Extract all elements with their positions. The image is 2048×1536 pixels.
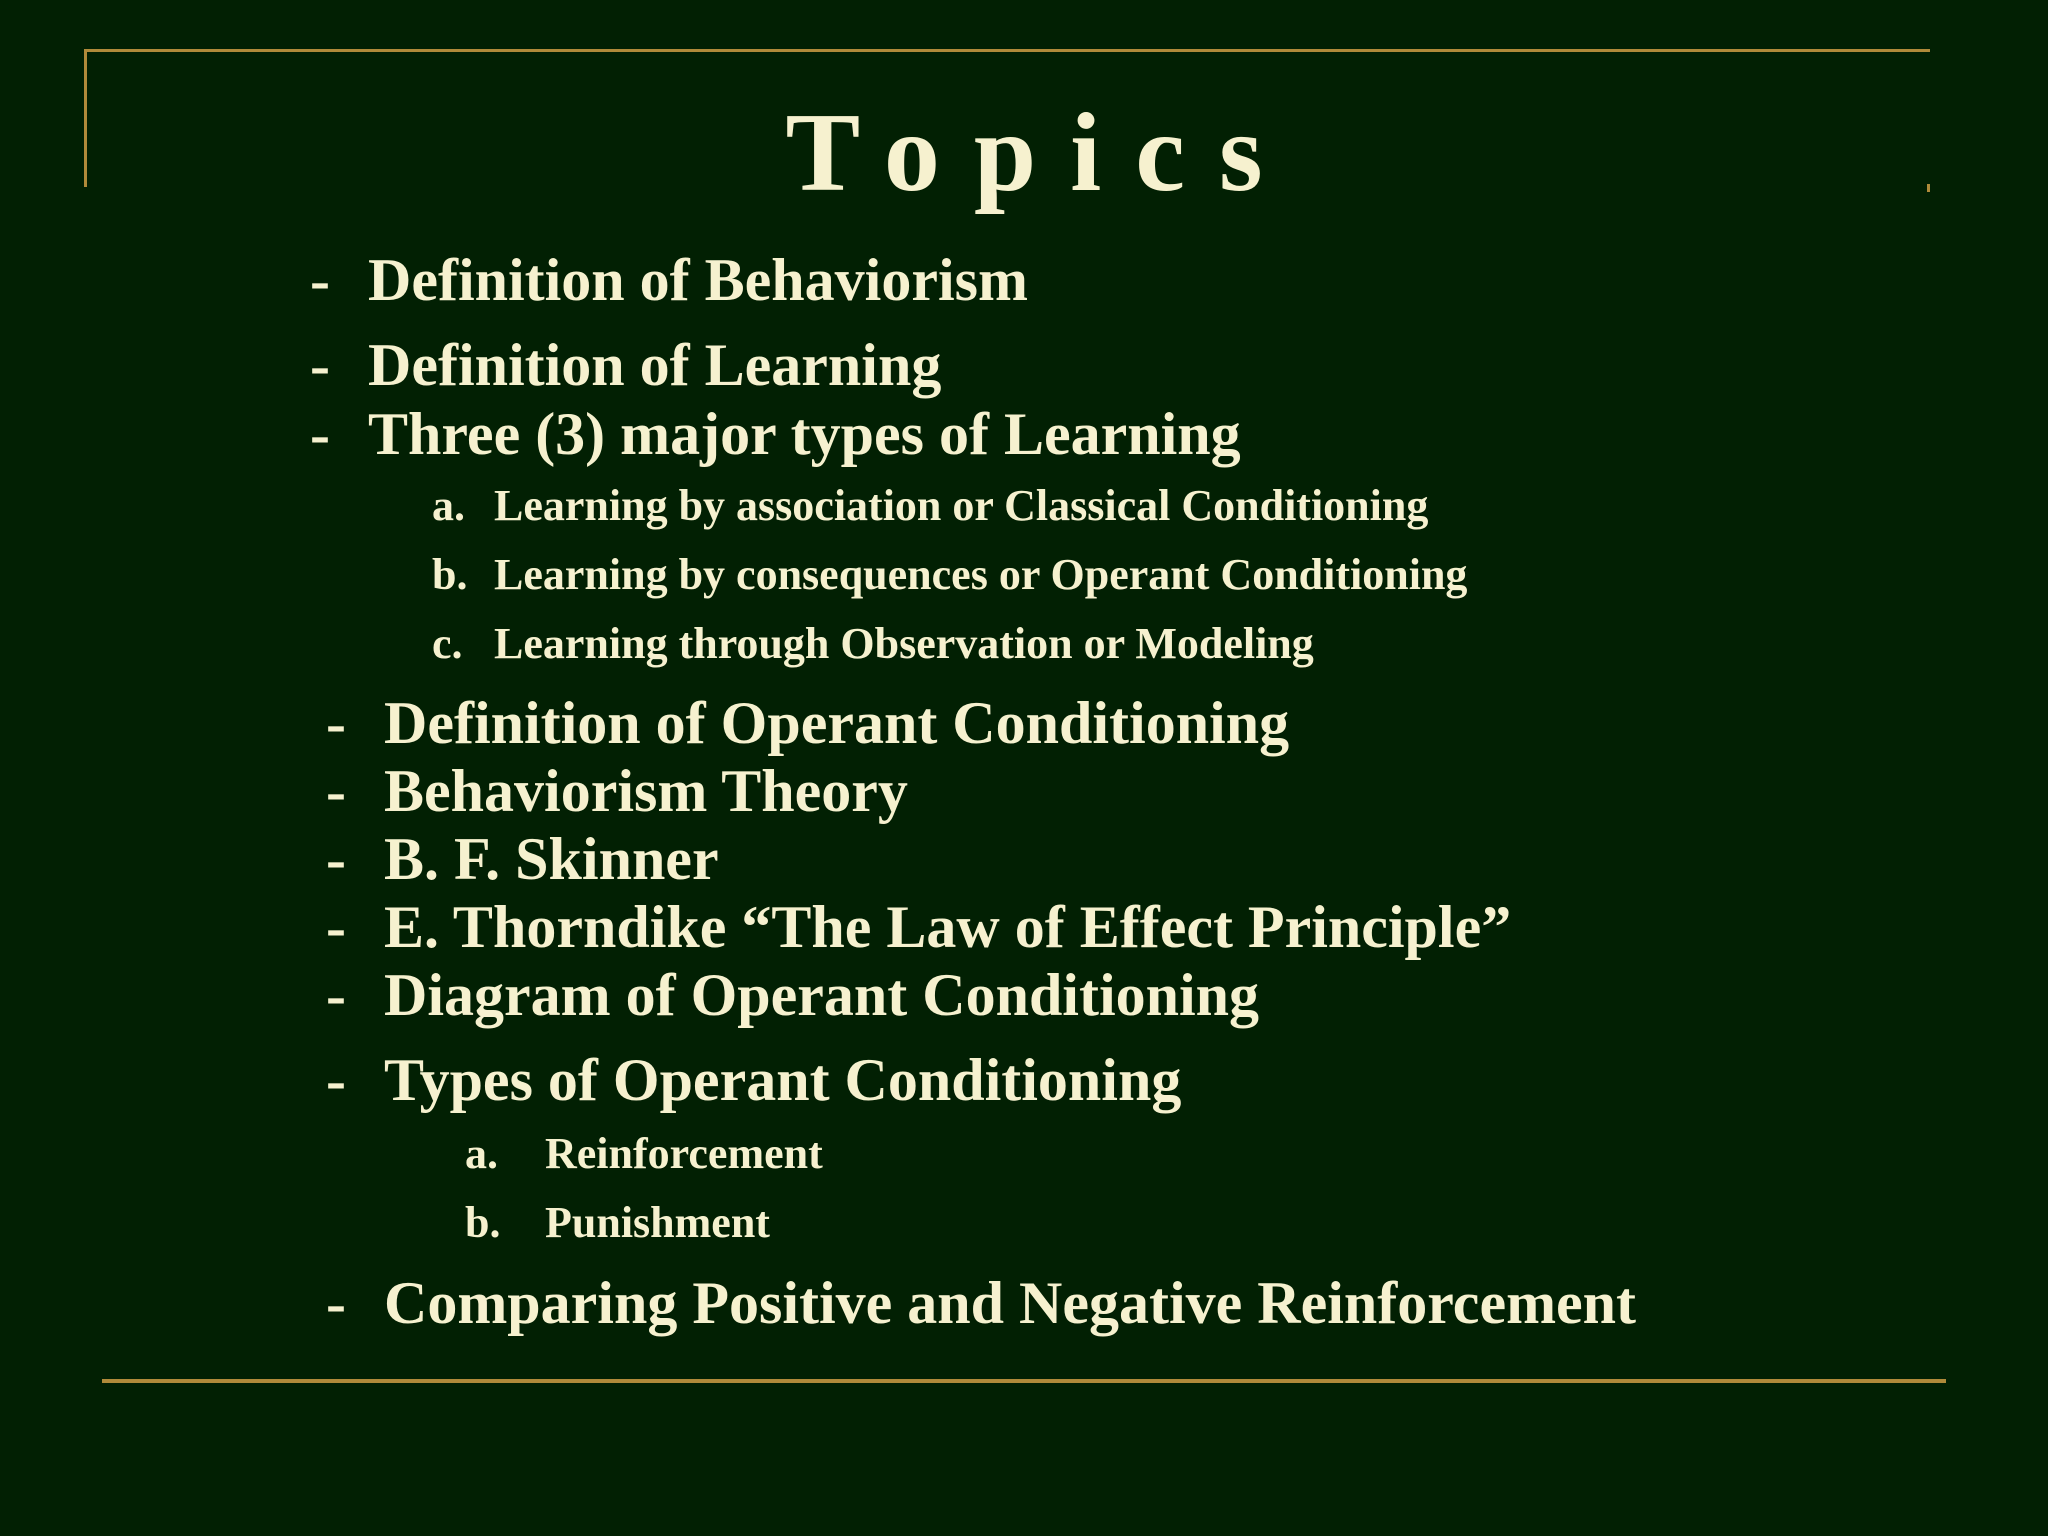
topic-comparing-reinforcement [326, 1268, 1636, 1338]
sub-bullet: b. [465, 1198, 501, 1247]
subtopic-punishment [465, 1197, 770, 1249]
topic-text: Diagram of Operant Conditioning [384, 962, 1260, 1028]
topic-skinner [326, 824, 719, 894]
bullet-dash: - [326, 962, 346, 1028]
topic-text: B. F. Skinner [384, 826, 719, 892]
topic-types-of-operant-conditioning [326, 1045, 1181, 1115]
topic-text: Definition of Learning [368, 332, 942, 398]
topic-text: Types of Operant Conditioning [384, 1047, 1182, 1113]
subtopic-text: Learning through Observation or Modeling [494, 619, 1314, 668]
subtopic-observation-modeling [432, 618, 1314, 670]
frame-bottom-line [102, 1379, 1946, 1383]
subtopic-classical-conditioning [432, 480, 1428, 532]
subtopic-operant-conditioning [432, 549, 1467, 601]
topic-definition-of-operant-conditioning [326, 688, 1289, 758]
topic-behaviorism-theory [326, 756, 908, 826]
topic-text: Definition of Operant Conditioning [384, 690, 1290, 756]
topic-diagram-of-operant-conditioning [326, 960, 1259, 1030]
bullet-dash: - [326, 758, 346, 824]
subtopic-text: Reinforcement [545, 1129, 823, 1178]
bullet-dash: - [310, 332, 330, 398]
subtopic-text: Learning by association or Classical Conditioning [494, 481, 1429, 530]
sub-bullet: c. [432, 619, 463, 668]
bullet-dash: - [310, 247, 330, 313]
topic-text: Comparing Positive and Negative Reinforcement [384, 1270, 1637, 1336]
sub-bullet: a. [465, 1129, 498, 1178]
slide-title: Topics [785, 91, 1297, 215]
topic-text: E. Thorndike “The Law of Effect Principle” [384, 894, 1512, 960]
sub-bullet: a. [432, 481, 465, 530]
bullet-dash: - [326, 894, 346, 960]
topic-definition-of-learning [310, 330, 941, 400]
sub-bullet: b. [432, 550, 468, 599]
topic-text: Definition of Behaviorism [368, 247, 1028, 313]
subtopic-reinforcement [465, 1128, 823, 1180]
bullet-dash: - [326, 1270, 346, 1336]
frame-top-line [84, 49, 1930, 52]
subtopic-text: Learning by consequences or Operant Conditioning [494, 550, 1468, 599]
bullet-dash: - [326, 1047, 346, 1113]
topic-three-major-types [310, 399, 1241, 469]
bullet-dash: - [310, 401, 330, 467]
topic-text: Three (3) major types of Learning [368, 401, 1241, 467]
topic-text: Behaviorism Theory [384, 758, 908, 824]
topic-thorndike [326, 892, 1511, 962]
bullet-dash: - [326, 826, 346, 892]
subtopic-text: Punishment [545, 1198, 770, 1247]
topic-definition-of-behaviorism [310, 245, 1028, 315]
bullet-dash: - [326, 690, 346, 756]
